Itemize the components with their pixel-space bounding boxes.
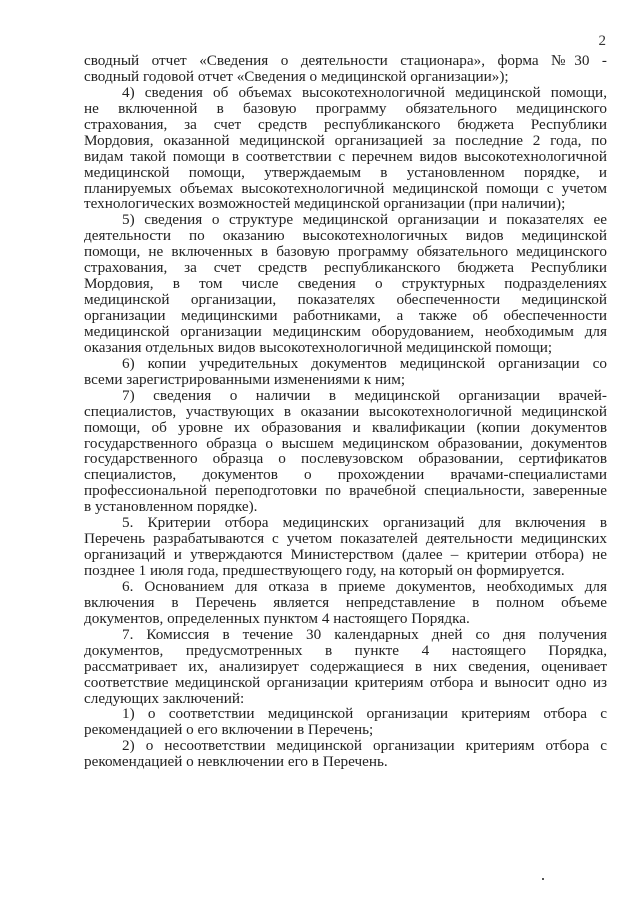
- text-line: 4) сведения об объемах высокотехнологичной медицинской помощи,: [122, 83, 607, 101]
- text-line: государственного образца о послевузовском образовании, сертификатов: [84, 450, 607, 468]
- text-line: государственного образца о высшем медицинском образовании, документов: [84, 434, 607, 452]
- text-line: оказания отдельных видов высокотехнологичной медицинской помощи;: [84, 338, 553, 356]
- text-line: 5) сведения о структуре медицинской организации и показателях ее: [122, 211, 607, 229]
- clause-7: [84, 627, 607, 707]
- text-line: Мордовия, в том числе сведения о структурных подразделениях: [84, 275, 607, 293]
- document-body: [84, 53, 607, 770]
- text-line: рассматривает их, анализирует содержащиеся в них сведения, оценивает: [84, 657, 607, 675]
- clause-6: [84, 579, 607, 627]
- text-line: 7) сведения о наличии в медицинской организации врачей-: [122, 386, 607, 404]
- text-line: следующих заключений:: [84, 689, 245, 707]
- scan-artifact-dot: [542, 878, 544, 880]
- text-line: Мордовия, оказанной медицинской организацией за последние 2 года, по: [84, 131, 607, 149]
- text-line: документов, определенных пунктом 4 настоящего Порядка.: [84, 609, 470, 627]
- text-line: 5. Критерии отбора медицинских организаций для включения в: [122, 514, 607, 532]
- page-number: 2: [598, 33, 606, 49]
- text-line: страхования, за счет средств республиканского бюджета Республики: [84, 115, 607, 133]
- clause-5: [84, 515, 607, 579]
- text-line: рекомендацией о его включении в Перечень;: [84, 721, 374, 739]
- text-line: в установленном порядке).: [84, 498, 258, 516]
- text-line: 6) копии учредительных документов медицинской организации со: [122, 354, 607, 372]
- text-line: помощи, об уровне их образования и квалификации (копии документов: [84, 418, 607, 436]
- text-line: 1) о соответствии медицинской организации критериям отбора с: [122, 705, 607, 723]
- text-line: включения в Перечень является непредставление в полном объеме: [84, 593, 607, 611]
- text-line: 7. Комиссия в течение 30 календарных дней со дня получения: [122, 625, 607, 643]
- text-line: планируемых объемах высокотехнологичной медицинской помощи с учетом: [84, 179, 607, 197]
- text-line: медицинской помощи, утверждаемым в установленном порядке, и: [84, 163, 607, 181]
- text-line: специалистов, участвующих в оказании высокотехнологичной медицинской: [84, 402, 607, 420]
- text-line: организации медицинскими работниками, а также об обеспеченности: [84, 307, 607, 324]
- list-item-5: [84, 212, 607, 355]
- list-item-6: [84, 356, 607, 388]
- conclusion-2: [84, 738, 607, 770]
- text-line: медицинской организации, показателях обеспеченности медицинской: [84, 291, 607, 309]
- text-line: технологических возможностей медицинской организации (при наличии);: [84, 195, 566, 213]
- text-line: 2) о несоответствии медицинской организации критериям отбора с: [122, 737, 607, 755]
- text-line: позднее 1 июля года, предшествующего году, на который он формируется.: [84, 562, 565, 579]
- text-line: сводный отчет «Сведения о деятельности стационара», форма №30 -: [84, 52, 607, 69]
- text-line: помощи, не включенных в базовую программу обязательного медицинского: [84, 243, 607, 261]
- text-line: не включенной в базовую программу обязательного медицинского: [84, 99, 607, 117]
- text-line: Перечень разрабатываются с учетом показателей деятельности медицинских: [84, 530, 607, 548]
- text-line: профессиональной переподготовки по врачебной специальности, заверенные: [84, 482, 607, 500]
- text-line: видам такой помощи в соответствии с перечнем видов высокотехнологичной: [84, 147, 607, 165]
- text-line: специалистов, документов о прохождении врачами-специалистами: [84, 466, 607, 484]
- text-line: рекомендацией о невключении его в Перечень.: [84, 753, 388, 771]
- text-line: страхования, за счет средств республиканского бюджета Республики: [84, 259, 607, 277]
- text-line: деятельности по оказанию высокотехнологичных видов медицинской: [84, 227, 607, 245]
- text-line: медицинской организации медицинским оборудованием, необходимым для: [84, 322, 607, 340]
- text-line: всеми зарегистрированными изменениями к ним;: [84, 370, 406, 388]
- paragraph-continuation: [84, 53, 607, 85]
- list-item-4: [84, 85, 607, 213]
- text-line: 6. Основанием для отказа в приеме документов, необходимых для: [122, 577, 607, 595]
- text-line: сводный годовой отчет «Сведения о медицинской организации»);: [84, 67, 509, 85]
- text-line: соответствие медицинской организации критериям отбора и выносит одно из: [84, 673, 607, 691]
- text-line: организаций и утверждаются Министерством (далее – критерии отбора) не: [84, 546, 607, 564]
- text-line: документов, предусмотренных в пункте 4 настоящего Порядка,: [84, 641, 607, 659]
- conclusion-1: [84, 706, 607, 738]
- list-item-7: [84, 388, 607, 516]
